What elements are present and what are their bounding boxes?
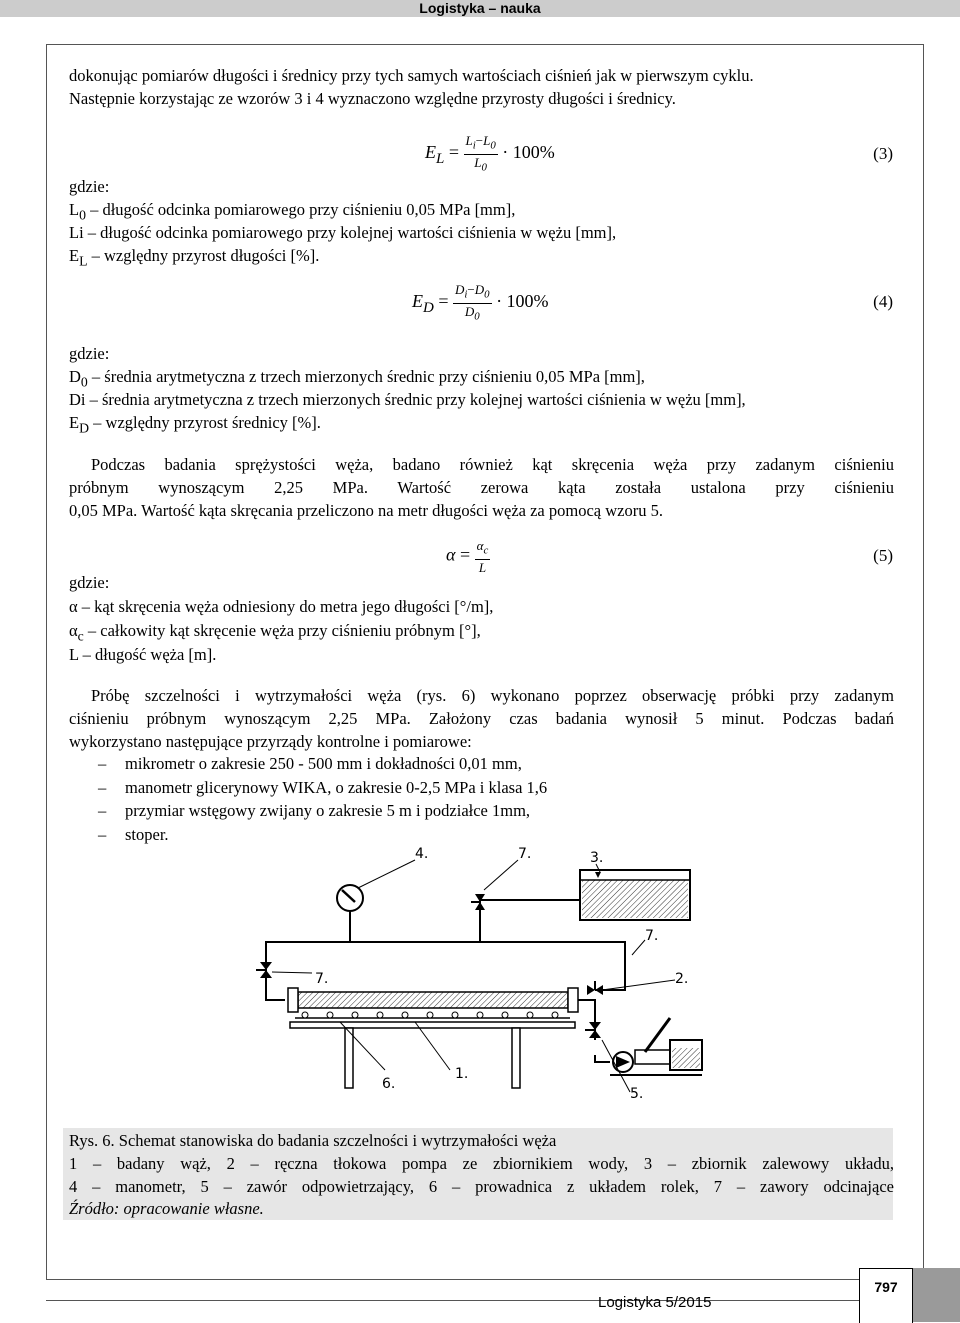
where3-item-2: Li – długość odcinka pomiarowego przy kolejnej wartości ciśnienia w wężu [mm], [69,223,617,242]
figure-caption-line-3: 4 – manometr, 5 – zawór odpowietrzający, 6 – prowadnica z układem rolek, 7 – zawory odcinające [69,1177,894,1196]
equation-4: $E_D$ = $\frac{D_i-D_0}{D_0}$ · 100% [412,282,549,323]
intro-line-2: Następnie korzystając ze wzorów 3 i 4 wyznaczono względne przyrosty długości i średnicy. [69,89,676,108]
torsion-line-3: 0,05 MPa. Wartość kąta skręcania przeliczono na metr długości węża za pomocą wzoru 5. [69,501,663,520]
label-7-left: 7. [315,971,329,987]
test-line-3: wykorzystano następujące przyrządy kontrolne i pomiarowe: [69,732,472,751]
equation-3-number: (3) [873,144,893,163]
label-2: 2. [675,971,689,987]
where4-item-1: $D_0$ – średnia arytmetyczna z trzech mierzonych średnic przy ciśnieniu 0,05 MPa [mm], [69,367,645,390]
label-7-right: 7. [645,928,659,944]
valve-icon [471,894,485,910]
where4-label: gdzie: [69,344,110,363]
label-1: 1. [455,1066,469,1082]
label-7-top: 7. [518,846,532,862]
label-4: 4. [415,846,429,862]
label-5: 5. [630,1086,644,1102]
header-title: Logistyka – nauka [419,0,541,16]
equation-5: α = $\frac{\alpha_c}{L}$ [446,538,489,575]
figure-caption-line-2: 1 – badany wąż, 2 – ręczna tłokowa pompa ze zbiornikiem wody, 3 – zbiornik zalewowy układu, [69,1154,894,1173]
torsion-line-2: próbnym wynoszącym 2,25 MPa. Wartość zerowa kąta została ustalona przy ciśnieniu [69,478,894,497]
filling-tank [580,870,690,920]
page-number: 797 [859,1268,913,1323]
figure-caption-title: Rys. 6. Schemat stanowiska do badania szczelności i wytrzymałości węża [69,1131,557,1150]
journal-name: Logistyka 5/2015 [598,1294,712,1311]
page-number-shade [911,1268,960,1322]
header-bar [0,0,960,17]
figure-source: Źródło: opracowanie własne. [69,1199,264,1218]
where3-item-1: $L_0$ – długość odcinka pomiarowego przy ciśnieniu 0,05 MPa [mm], [69,200,516,223]
list-item: – przymiar wstęgowy zwijany o zakresie 5 m i podziałce 1mm, [98,801,531,820]
where5-label: gdzie: [69,573,110,592]
list-item: – mikrometr o zakresie 250 - 500 mm i dokładności 0,01 mm, [98,754,522,773]
list-item: – stoper. [98,824,169,844]
equation-3: $E_L$ = $\frac{L_i-L_0}{L_0}$ · 100% [425,133,555,174]
where5-item-1: α – kąt skręcenia węża odniesiony do metra jego długości [°/m], [69,597,494,616]
where5-item-2: $\alpha_c$ – całkowity kąt skręcenie węża przy ciśnieniu próbnym [°], [69,621,481,644]
where4-item-3: $E_D$ – względny przyrost średnicy [%]. [69,413,321,436]
intro-line-1: dokonując pomiarów długości i średnicy przy tych samych wartościach ciśnień jak w pierwszym cyklu. [69,66,754,85]
footer-divider [46,1300,922,1301]
torsion-line-1: Podczas badania sprężystości węża, badano również kąt skręcenia węża przy zadanym ciśnieniu [91,455,894,474]
manometer-icon [337,885,363,932]
label-3: 3. [590,850,604,866]
valve-icon [256,962,272,978]
instrument-list [98,752,547,846]
tested-hose [288,988,578,1088]
test-line-1: Próbę szczelności i wytrzymałości węża (rys. 6) wykonano poprzez obserwację próbki przy zadanym [91,686,894,705]
equation-4-number: (4) [873,292,893,311]
label-6: 6. [382,1076,396,1092]
where4-item-2: Di – średnia arytmetyczna z trzech mierzonych średnic przy kolejnej wartości ciśnienia w wężu [mm], [69,390,746,409]
list-item: – manometr glicerynowy WIKA, o zakresie 0-2,5 MPa i klasa 1,6 [98,777,548,797]
where3-label: gdzie: [69,177,110,196]
where3-item-3: $E_L$ – względny przyrost długości [%]. [69,246,320,269]
equation-5-number: (5) [873,546,893,565]
valve-icon [585,1022,601,1038]
where5-item-3: L – długość węża [m]. [69,645,217,664]
valve-icon [587,981,603,995]
test-stand-diagram [250,840,710,1115]
test-line-2: ciśnieniu próbnym wynoszącym 2,25 MPa. Założony czas badania wynosił 5 minut. Podczas badań [69,709,894,728]
hand-pump [610,1018,702,1075]
